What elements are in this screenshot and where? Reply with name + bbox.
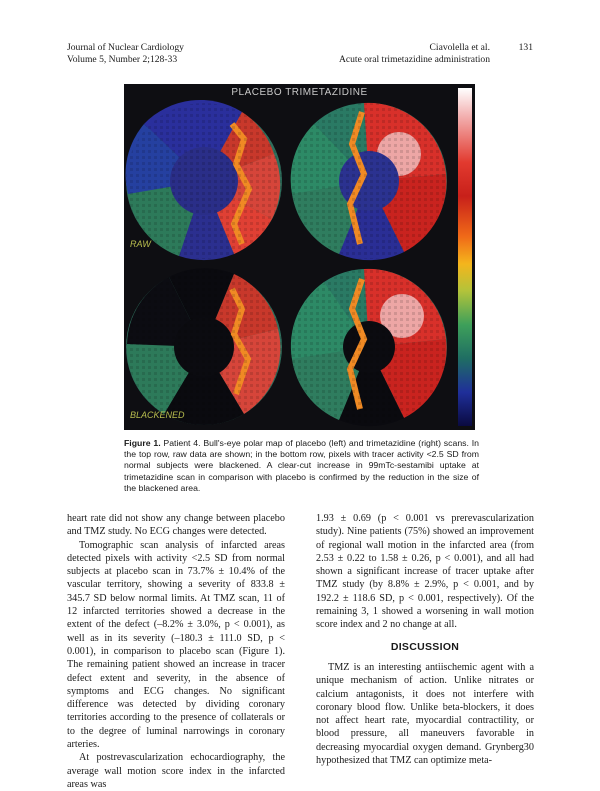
tmz-raw-map [291,103,447,260]
body-column-right [316,512,534,767]
paragraph: Tomographic scan analysis of infarcted areas detected pixels with activity <2.5 SD from normal subjects at placebo scan in 73.7% ± 10.4% of the vascular territory, showing a severity of 833.8 ± 345.7 SD below normal limits. At TMZ scan, 11 of 12 infarcted territories showed a decrease in the extent of the defect (–8.2% ± 3.0%, p < 0.001), as well as in its severity (–180.3 ± 111.0 SD, p < 0.001), in comparison to placebo scan (Figure 1). The remaining patient showed an increase in tracer defect extent and severity, in the absence of symptoms and ECG changes. No significant difference was detected by dividing coronary territories according to the presence of collaterals or to the degree of luminal narrowings in coronary arteries. [67,539,285,751]
caption-label: Figure 1. [124,438,161,448]
figure-caption [124,438,479,494]
polar-map-image [124,84,475,430]
paragraph: TMZ is an interesting antiischemic agent with a unique mechanism of action. Unlike nitrates or calcium antagonists, it does not interfere with coronary blood flow. Unlike beta-blockers, it does not affect heart rate, myocardial contractility, or blood pressure, all maneuvers favorable in decreasing myocardial oxygen demand. Grynberg30 hypothesized that TMZ can optimize meta- [316,661,534,767]
journal-volume: Volume 5, Number 2;128-33 [67,53,178,65]
article-short-title: Acute oral trimetazidine administration [338,53,490,65]
body-column-left [67,512,285,791]
figure-row-label-blackened: BLACKENED [130,410,185,420]
paragraph: heart rate did not show any change between placebo and TMZ study. No ECG changes were detected. [67,513,285,538]
figure-row-label-raw: RAW [130,239,151,249]
running-header-right [339,42,490,65]
article-authors: Ciavolella et al. [429,42,490,53]
section-heading-discussion: DISCUSSION [390,640,460,653]
tmz-blackened-map [291,269,447,426]
figure-top-label: PLACEBO TRIMETAZIDINE [231,87,368,98]
page-number: 131 [518,42,533,53]
placebo-raw-map [126,100,282,260]
polar-map-figure [124,84,475,430]
journal-name: Journal of Nuclear Cardiology [67,42,184,53]
running-header-left [67,42,184,65]
color-scale-bar [458,88,472,426]
caption-text: Patient 4. Bull's-eye polar map of placebo (left) and trimetazidine (right) scans. In the top row, raw data are shown; in the bottom row, pixels with tracer activity <2.5 SD from normal subjects were blackened. A clear-cut increase in 99mTc-sestamibi uptake at trimetazidine scan in comparison with placebo is confirmed by the reduction in the size of the blackened area. [124,438,479,493]
paragraph: At postrevascularization echocardiography, the average wall motion score index in the infarcted areas was [67,752,285,790]
paragraph: 1.93 ± 0.69 (p < 0.001 vs prerevascularization study). Nine patients (75%) showed an improvement of regional wall motion in the infarcted area (from 2.53 ± 0.22 to 1.58 ± 0.26, p < 0.001), and all had shown a significant increase of tracer uptake after TMZ study (by 8.8% ± 2.9%, p < 0.001, and by 192.2 ± 118.6 SD, p < 0.001, respectively). Of the remaining 3, 1 showed a worsening in wall motion score index and 2 no change at all. [316,513,534,631]
placebo-blackened-map [126,268,282,425]
